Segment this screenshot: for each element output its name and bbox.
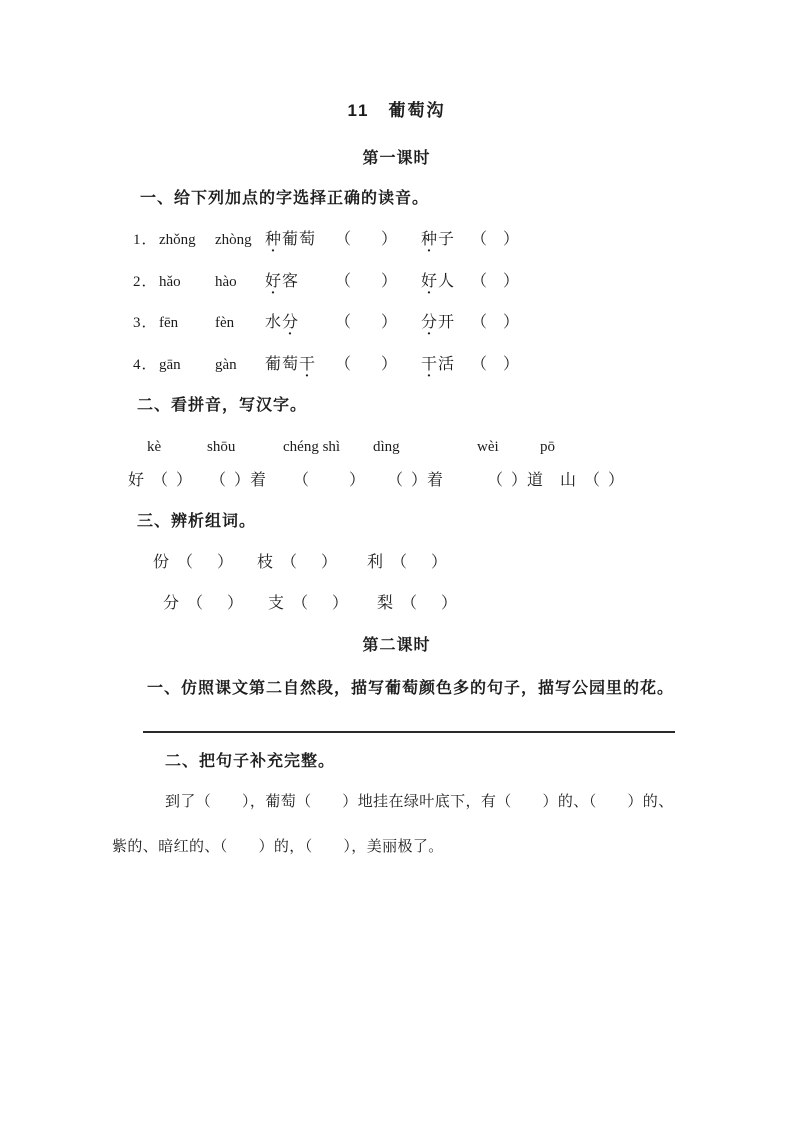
dotted-char: 干 xyxy=(299,356,317,373)
answer-blank: （ ） xyxy=(487,472,527,489)
hanzi-blank: （ ） 着 xyxy=(387,472,444,489)
pronunciation-row xyxy=(133,272,519,292)
answer-blank: （ ） xyxy=(401,595,458,612)
dotted-char: 好 xyxy=(421,273,439,290)
hanzi-blank: 好 （ ） xyxy=(128,472,193,489)
pronunciation-row xyxy=(133,313,519,333)
answer-blank: （ ） xyxy=(335,231,397,248)
pinyin-option-2: gàn xyxy=(215,357,237,373)
dotted-char: 种 xyxy=(421,231,439,248)
part1-title: 第一课时 xyxy=(362,150,431,167)
pinyin-option-2: hào xyxy=(215,274,237,290)
hanzi-blank xyxy=(293,471,365,491)
hanzi-blank: （ ） 着 xyxy=(210,472,267,489)
pinyin-syllable: shōu xyxy=(207,439,236,455)
hanzi-blank: （ ） 道 xyxy=(487,472,544,489)
pinyin-syllable: pō xyxy=(540,439,555,455)
pinyin-syllable: kè xyxy=(147,439,162,455)
answer-blank: （ ） xyxy=(281,554,338,571)
sec3-heading: 三、辨析组词。 xyxy=(137,513,257,530)
answer-blank: （ ） xyxy=(335,356,397,373)
word-1: 水分 xyxy=(265,314,300,331)
answer-blank: （ ） xyxy=(471,356,519,373)
word-form-cell: 利 （ ） xyxy=(367,554,448,571)
answer-blank: （ ） xyxy=(387,472,427,489)
sec1-heading: 一、给下列加点的字选择正确的读音。 xyxy=(140,190,430,207)
answer-blank: （ ） xyxy=(471,273,519,290)
answer-blank: （ ） xyxy=(335,314,397,331)
answer-blank: （ ） xyxy=(471,314,519,331)
dotted-char: 干 xyxy=(421,356,439,373)
pinyin-option-2: fèn xyxy=(215,315,235,331)
answer-blank: （ ） xyxy=(391,554,448,571)
row-number: 4． xyxy=(133,357,158,373)
answer-blank: （ ） xyxy=(210,472,250,489)
pinyin-option-1: hǎo xyxy=(159,274,181,290)
pinyin-syllable: dìng xyxy=(373,439,400,455)
word-2: 干活 xyxy=(421,356,456,373)
word-2: 好人 xyxy=(421,273,456,290)
pronunciation-row xyxy=(133,230,519,250)
word-1: 好客 xyxy=(265,273,300,290)
word-2: 种子 xyxy=(421,231,456,248)
part2-title: 第二课时 xyxy=(362,637,431,654)
pinyin-syllable: wèi xyxy=(477,439,499,455)
answer-blank: （ ） xyxy=(152,472,193,489)
pinyin-option-1: zhǒng xyxy=(159,232,196,248)
pinyin-option-1: fēn xyxy=(159,315,179,331)
word-form-cell: 枝 （ ） xyxy=(257,554,338,571)
dotted-char: 种 xyxy=(265,231,283,248)
answer-blank: （ ） xyxy=(187,595,244,612)
answer-blank: （ ） xyxy=(292,595,349,612)
word-form-cell: 梨 （ ） xyxy=(377,595,458,612)
answer-blank: （ ） xyxy=(177,554,234,571)
answer-blank: （ ） xyxy=(471,231,519,248)
part2-sec1-heading: 一、仿照课文第二自然段，描写葡萄颜色多的句子，描写公园里的花。 xyxy=(147,680,675,697)
dotted-char: 分 xyxy=(421,314,439,331)
part2-sec2-heading: 二、把句子补充完整。 xyxy=(165,753,336,770)
answer-blank: （ ） xyxy=(293,472,365,489)
pinyin-option-1: gān xyxy=(159,357,181,373)
word-form-cell: 分 （ ） xyxy=(163,595,244,612)
word-form-cell: 支 （ ） xyxy=(268,595,349,612)
answer-blank: （ ） xyxy=(335,273,397,290)
writing-line xyxy=(143,731,675,733)
row-number: 1． xyxy=(133,232,158,248)
word-form-cell: 份 （ ） xyxy=(153,554,234,571)
word-1: 种葡萄 xyxy=(265,231,317,248)
word-2: 分开 xyxy=(421,314,456,331)
row-number: 3． xyxy=(133,315,158,331)
pinyin-option-2: zhòng xyxy=(215,232,252,248)
fill-sentence-line1: 到了（ ），葡萄（ ）地挂在绿叶底下，有（ ）的、（ ）的、 xyxy=(165,794,674,810)
hanzi-blank: 山 （ ） xyxy=(560,472,625,489)
pronunciation-row xyxy=(133,355,519,375)
answer-blank: （ ） xyxy=(584,472,625,489)
word-1: 葡萄干 xyxy=(265,356,317,373)
row-number: 2． xyxy=(133,274,158,290)
sec2-heading: 二、看拼音，写汉字。 xyxy=(137,397,308,414)
dotted-char: 分 xyxy=(282,314,300,331)
dotted-char: 好 xyxy=(265,273,283,290)
lesson-title: 11 葡萄沟 xyxy=(347,101,446,120)
fill-sentence-line2: 紫的、暗红的、（ ）的，（ ），美丽极了。 xyxy=(112,839,444,855)
pinyin-syllable: chéng shì xyxy=(283,439,341,455)
